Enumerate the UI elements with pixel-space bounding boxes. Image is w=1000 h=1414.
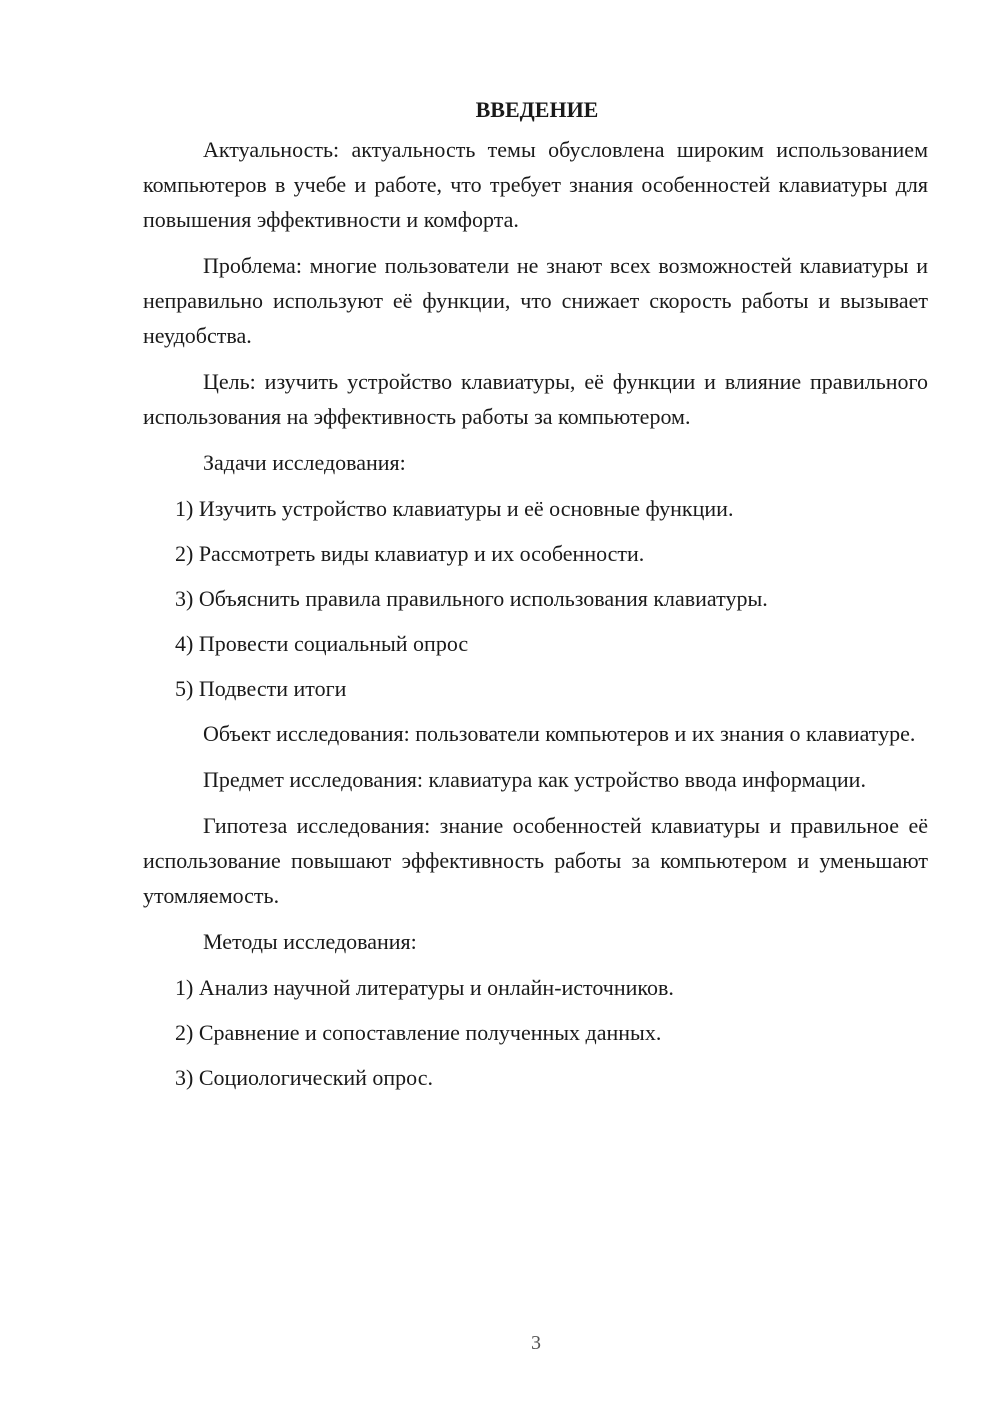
- relevance-paragraph: Актуальность: актуальность темы обусловлена широким использованием компьютеров в учебе и работе, что требует знания особенностей клавиатуры для повышения эффективности и комфорта.: [143, 137, 928, 232]
- list-item: 4) Провести социальный опрос: [175, 631, 469, 656]
- list-item: 3) Объяснить правила правильного использования клавиатуры.: [175, 586, 768, 611]
- subject-paragraph: Предмет исследования: клавиатура как устройство ввода информации.: [203, 767, 866, 792]
- tasks-list: [143, 491, 928, 706]
- page-title: ВВЕДЕНИЕ: [475, 97, 599, 122]
- object-paragraph: Объект исследования: пользователи компьютеров и их знания о клавиатуре.: [203, 721, 916, 746]
- list-item: 3) Социологический опрос.: [175, 1065, 433, 1090]
- list-item: 2) Рассмотреть виды клавиатур и их особенности.: [175, 541, 645, 566]
- goal-paragraph: Цель: изучить устройство клавиатуры, её функции и влияние правильного использования на эффективность работы за компьютером.: [143, 369, 928, 429]
- methods-list: [143, 970, 928, 1095]
- list-item: 1) Анализ научной литературы и онлайн-источников.: [175, 975, 674, 1000]
- hypothesis-paragraph: Гипотеза исследования: знание особенностей клавиатуры и правильное её использование повышают эффективность работы за компьютером и уменьшают утомляемость.: [143, 813, 928, 908]
- list-item: 1) Изучить устройство клавиатуры и её основные функции.: [175, 496, 734, 521]
- tasks-heading: Задачи исследования:: [203, 450, 406, 475]
- document-body: [143, 88, 928, 1105]
- list-item: 5) Подвести итоги: [175, 676, 347, 701]
- list-item: 2) Сравнение и сопоставление полученных данных.: [175, 1020, 662, 1045]
- problem-paragraph: Проблема: многие пользователи не знают всех возможностей клавиатуры и неправильно используют её функции, что снижает скорость работы и вызывает неудобства.: [143, 253, 928, 348]
- methods-heading: Методы исследования:: [203, 929, 417, 954]
- page-number: 3: [531, 1332, 541, 1354]
